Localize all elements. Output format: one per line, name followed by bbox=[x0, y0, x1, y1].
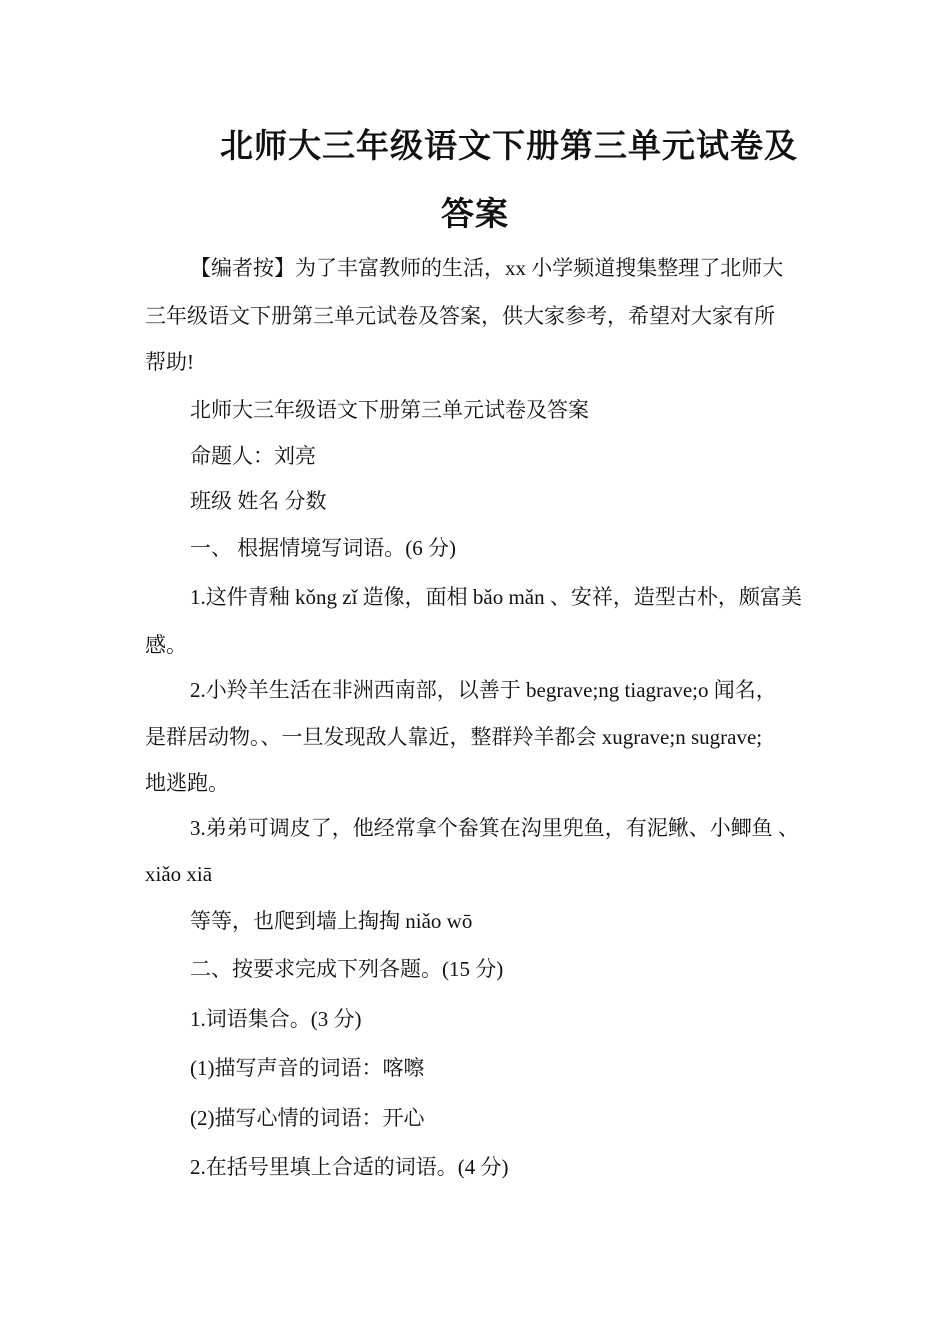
editor-note-line: 帮助! bbox=[145, 350, 194, 374]
question-line: 是群居动物。、一旦发现敌人靠近，整群羚羊都会 xugrave;n sugrave; bbox=[145, 725, 763, 749]
question-line: 3.弟弟可调皮了，他经常拿个畚箕在沟里兜鱼，有泥鳅、小鲫鱼 、 bbox=[190, 816, 799, 840]
question-line: 地逃跑。 bbox=[145, 771, 229, 795]
document-title-line-2: 答案 bbox=[441, 197, 509, 233]
section-heading: 一、 根据情境写词语。(6 分) bbox=[190, 536, 456, 560]
question-line: 等等，也爬到墙上掏掏 niǎo wō bbox=[190, 909, 473, 933]
question-line: xiǎo xiā bbox=[145, 862, 213, 886]
document-title-line-1: 北师大三年级语文下册第三单元试卷及 bbox=[220, 129, 798, 165]
exam-author: 命题人：刘亮 bbox=[190, 444, 316, 468]
student-info-line: 班级 姓名 分数 bbox=[190, 489, 327, 513]
question-line: 2.小羚羊生活在非洲西南部，以善于 begrave;ng tiagrave;o 闻名， bbox=[190, 678, 777, 702]
exam-subtitle: 北师大三年级语文下册第三单元试卷及答案 bbox=[190, 398, 589, 422]
question-line: 1.词语集合。(3 分) bbox=[190, 1007, 362, 1031]
question-line: (1)描写声音的词语：喀嚓 bbox=[190, 1056, 425, 1080]
section-heading: 二、按要求完成下列各题。(15 分) bbox=[190, 957, 504, 981]
question-line: (2)描写心情的词语：开心 bbox=[190, 1106, 425, 1130]
editor-note-line: 【编者按】为了丰富教师的生活，xx 小学频道搜集整理了北师大 bbox=[190, 256, 784, 280]
editor-note-line: 三年级语文下册第三单元试卷及答案，供大家参考，希望对大家有所 bbox=[145, 304, 775, 328]
question-line: 感。 bbox=[145, 633, 187, 657]
question-line: 1.这件青釉 kǒng zǐ 造像，面相 bǎo mǎn 、安祥，造型古朴，颇富美 bbox=[190, 585, 802, 609]
question-line: 2.在括号里填上合适的词语。(4 分) bbox=[190, 1155, 509, 1179]
